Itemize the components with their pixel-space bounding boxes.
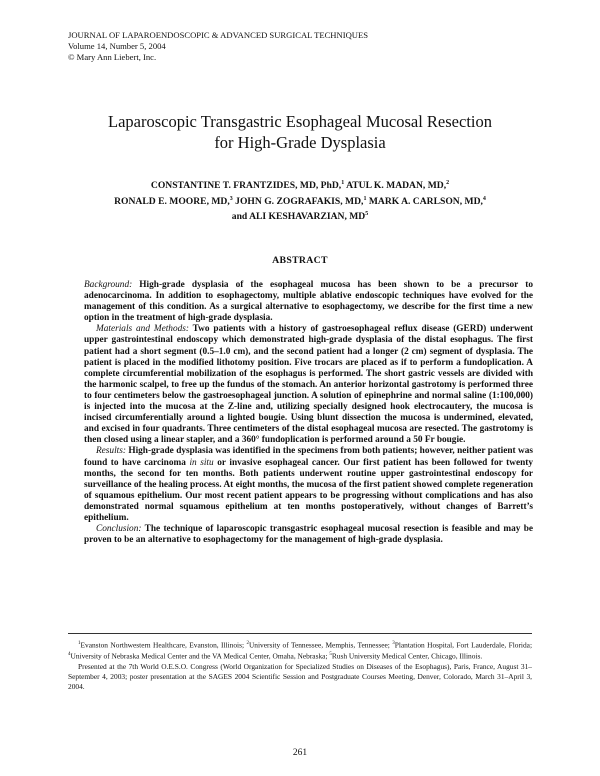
- affil-5-sup: 5: [329, 652, 332, 658]
- author-list: [60, 177, 540, 224]
- author-6: and ALI KESHAVARZIAN, MD: [231, 211, 366, 223]
- article-title: [60, 111, 540, 153]
- affil-1: Evanston Northwestern Healthcare, Evanston, Illinois;: [80, 640, 247, 650]
- journal-header: [68, 30, 368, 63]
- affiliations-note: [68, 639, 532, 662]
- affil-3: Plantation Hospital, Fort Lauderdale, Florida;: [394, 640, 533, 650]
- page-number: 261: [292, 748, 308, 758]
- results-emphasis: in situ: [189, 457, 214, 468]
- author-5: MARK A. CARLSON, MD,: [366, 195, 483, 207]
- background-label: Background:: [84, 280, 133, 290]
- author-2-affil: 2: [446, 180, 450, 186]
- affil-2-sup: 2: [246, 641, 249, 646]
- abstract-heading: ABSTRACT: [272, 255, 328, 266]
- journal-copyright: © Mary Ann Liebert, Inc.: [68, 52, 157, 62]
- author-1: CONSTANTINE T. FRANTZIDES, MD, PhD,: [150, 180, 342, 192]
- affil-4: University of Nebraska Medical Center and the VA Medical Center, Omaha, Nebraska;: [70, 651, 330, 661]
- abstract-methods: [84, 324, 533, 446]
- footnotes: [68, 639, 532, 692]
- results-label: Results:: [96, 446, 126, 457]
- affil-2: University of Tennessee, Memphis, Tennessee;: [248, 640, 393, 650]
- author-4: JOHN G. ZOGRAFAKIS, MD,: [232, 195, 364, 207]
- title-line-2: for High-Grade Dysplasia: [214, 133, 386, 152]
- abstract-conclusion: [84, 524, 533, 546]
- methods-label: Materials and Methods:: [96, 324, 189, 335]
- footnote-divider: [68, 633, 532, 634]
- abstract-results: [84, 446, 533, 524]
- affil-3-sup: 3: [392, 641, 395, 646]
- title-line-1: Laparoscopic Transgastric Esophageal Mucosal Resection: [108, 112, 492, 131]
- affil-1-sup: 1: [78, 641, 81, 646]
- abstract-background: [84, 280, 533, 324]
- conclusion-label: Conclusion:: [96, 524, 142, 535]
- background-text: High-grade dysplasia of the esophageal mucosa has been shown to be a precursor to adenocarcinoma. In addition to esophagectomy, multiple ablative endoscopic techniques have evolved for the management of this condition. As a surgical alternative to esophagectomy, we describe for the first time a new option in the treatment of high-grade dysplasia.: [84, 280, 533, 324]
- presentation-note: Presented at the 7th World O.E.S.O. Congress (World Organization for Specialized Studies on Diseases of the Esophagus), Paris, France, August 31–September 4, 2003; poster presentation at the SAGES 2004 Scientific Session and Postgraduate Courses Meeting, Denver, Colorado, March 31–April 3, 2004.: [68, 661, 532, 691]
- author-4-affil: 1: [363, 195, 367, 202]
- affil-4-sup: 4: [68, 652, 71, 658]
- abstract-body: [84, 280, 533, 546]
- results-text-b: or invasive esophageal cancer. Our first patient has been followed for twenty months, the second for ten months. Both patients underwent routine upper gastrointestinal endoscopy for surveillance of the healing process. At eight months, the mucosa of the first patient showed complete regeneration of squamous epithelium. Our most recent patient appears to be progressing without complications and has also demonstrated normal squamous epithelium at ten months postoperatively, without changes of Barrett’s epithelium.: [84, 457, 533, 523]
- author-1-affil: 1: [341, 180, 345, 186]
- journal-name: JOURNAL OF LAPAROENDOSCOPIC & ADVANCED SURGICAL TECHNIQUES: [68, 30, 369, 40]
- author-3: RONALD E. MOORE, MD,: [114, 195, 230, 207]
- author-3-affil: 3: [229, 195, 233, 202]
- journal-volume: Volume 14, Number 5, 2004: [68, 41, 166, 51]
- results-text-a: High-grade dysplasia was identified in the specimens from both patients; however, neither patient was found to have carcinoma: [84, 446, 533, 468]
- author-2: ATUL K. MADAN, MD,: [344, 180, 447, 192]
- methods-text: Two patients with a history of gastroesophageal reflux disease (GERD) underwent upper gastrointestinal endoscopy which demonstrated high-grade dysplasia of the distal esophagus. The first patient had a short segment (0.5–1.0 cm), and the second patient had a longer (2 cm) segment of dysplasia. The patient is placed in the modified lithotomy position. Five trocars are placed as if to perform a fundoplication. A complete circumferential mobilization of the esophagus is performed. The short gastric vessels are divided with the harmonic scalpel, to free up the fundus of the stomach. An anterior horizontal gastrotomy is performed three to four centimeters below the gastroesophageal junction. A solution of epinephrine and normal saline (1:100,000) is injected into the mucosa at the Z-line and, utilizing specially designed hook electrocautery, the mucosa is incised circumferentially around a lighted bougie. Using blunt dissection the mucosa is undermined, elevated, and excised in four quadrants. Three centimeters of the distal esophageal mucosa are resected. The gastrotomy is then closed using a linear stapler, and a 360° fundoplication is performed around a 50 Fr bougie.: [84, 324, 533, 446]
- conclusion-text: The technique of laparoscopic transgastric esophageal mucosal resection is feasible and may be proven to be an alternative to esophagectomy for the management of high-grade dysplasia.: [84, 524, 533, 546]
- author-5-affil: 4: [482, 195, 486, 202]
- author-6-affil: 5: [365, 211, 369, 218]
- affil-5: Rush University Medical Center, Chicago, Illinois.: [331, 651, 483, 661]
